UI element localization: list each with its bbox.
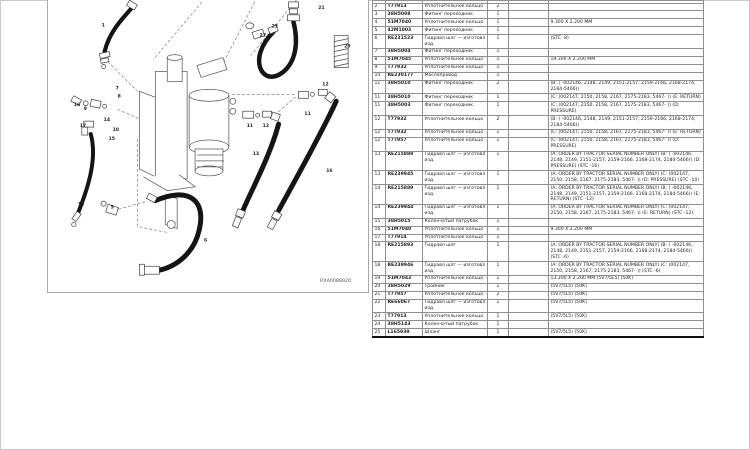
cell-remarks (549, 321, 704, 329)
cell-remarks: (5V7/5L5) (50K) (549, 329, 704, 337)
cell-desc: Гидравл шлг — изготовл изд. (423, 185, 488, 205)
cell-desc: Уплотнительное кольцо (423, 137, 488, 151)
table-row (373, 329, 704, 337)
table-row (373, 234, 704, 242)
cell-qty: 1 (488, 329, 509, 337)
cell-qty: 1 (488, 226, 509, 234)
part-number-link[interactable]: T77913 (386, 3, 423, 11)
part-number-link[interactable]: RE215888 (386, 151, 423, 171)
cell-note (509, 137, 549, 151)
cell-key: 4 (373, 19, 386, 27)
cell-note (509, 313, 549, 321)
cell-note (509, 171, 549, 185)
callout-number[interactable]: 8 (117, 94, 121, 100)
cell-qty: 1 (488, 94, 509, 102)
cell-key: 11 (373, 94, 386, 102)
cell-remarks (549, 27, 704, 35)
table-row (373, 283, 704, 291)
cell-note (509, 291, 549, 299)
callout-number[interactable]: 1 (101, 23, 105, 29)
cell-desc: Уплотнительное кольцо (423, 3, 488, 11)
cell-desc: Коленчатый патрубок (423, 321, 488, 329)
part-number-link[interactable]: 38H5143 (386, 321, 423, 329)
cell-qty: 1 (488, 204, 509, 218)
cell-remarks: (5V7/5L5) (50K) (549, 313, 704, 321)
cell-key: 21 (373, 291, 386, 299)
table-row (373, 72, 704, 80)
table-row (373, 299, 704, 313)
cell-note (509, 242, 549, 262)
table-row (373, 102, 704, 116)
cell-remarks (549, 72, 704, 80)
cell-key: 13 (373, 171, 386, 185)
table-row (373, 242, 704, 262)
parts-table (372, 0, 704, 338)
table-row (373, 151, 704, 171)
callout-number[interactable]: 13 (252, 151, 260, 157)
cell-remarks: (A: ORDER BY TRACTOR SERIAL NUMBER ONLY) (B: ( -002146, 2148, 2149, 2151-2157, 2159-2166, 2168-2174, 2184-5466)) (D: PRESSURE) (STC -16) (549, 151, 704, 171)
callout-number[interactable]: 5 (110, 205, 114, 211)
callout-number[interactable]: 25 (344, 44, 351, 50)
cell-key: 22 (373, 299, 386, 313)
cell-key: 18 (373, 262, 386, 276)
cell-qty: 1 (488, 299, 509, 313)
cell-qty: 1 (488, 129, 509, 137)
part-number-link[interactable]: T77914 (386, 234, 423, 242)
part-number-link[interactable]: RE230177 (386, 72, 423, 80)
cell-desc: Коленчатый патрубок (423, 218, 488, 226)
part-number-link[interactable]: 51M7043 (386, 275, 423, 283)
cell-key: 12 (373, 116, 386, 130)
cell-note (509, 27, 549, 35)
cell-remarks: 9.300 X 2.200 MM (549, 226, 704, 234)
cell-qty: 1 (488, 171, 509, 185)
cell-desc: Маслопровод (423, 72, 488, 80)
cell-remarks (549, 48, 704, 56)
part-number-link[interactable]: 42M1003 (386, 27, 423, 35)
cell-note (509, 80, 549, 94)
part-number-link[interactable]: T77932 (386, 64, 423, 72)
cell-remarks (549, 3, 704, 11)
cell-qty: 1 (488, 48, 509, 56)
part-number-link[interactable]: RE215893 (386, 242, 423, 262)
cell-note (509, 262, 549, 276)
callout-number[interactable]: 18 (77, 202, 85, 208)
cell-key: 12 (373, 137, 386, 151)
cell-key: 10 (373, 72, 386, 80)
cell-desc: Фитинг переходник (423, 11, 488, 19)
table-row (373, 80, 704, 94)
table-row (373, 291, 704, 299)
cell-remarks: (B: ( -002146, 2148, 2149, 2151-2157, 2159-2166, 2168-2174, 2184-5466)) (549, 80, 704, 94)
cell-remarks (549, 64, 704, 72)
cell-desc: Уплотнительное кольцо (423, 291, 488, 299)
cell-key: 3 (373, 11, 386, 19)
cell-desc: Уплотнительное кольцо (423, 116, 488, 130)
table-row (373, 226, 704, 234)
cell-qty: 1 (488, 262, 509, 276)
cell-desc: Фитинг переходник (423, 27, 488, 35)
cell-key: 6 (373, 35, 386, 49)
part-number-link[interactable]: 38H5004 (386, 48, 423, 56)
cell-desc: Уплотнительное кольцо (423, 234, 488, 242)
table-row (373, 94, 704, 102)
cell-remarks: (A: ORDER BY TRACTOR SERIAL NUMBER ONLY) (C: (002147, 2150, 2158, 2167, 2175-2183, 5467- )) (E: RETURN) (STC -12) (549, 204, 704, 218)
cell-remarks: (C: (002147, 2150, 2158, 2167, 2175-2183, 5467- )) (D: PRESSURE) (549, 102, 704, 116)
table-row (373, 19, 704, 27)
cell-remarks: (C: (002147, 2150, 2158, 2167, 2175-2183, 5467- )) (D: PRESSURE) (549, 137, 704, 151)
cell-remarks: (A: ORDER BY TRACTOR SERIAL NUMBER ONLY) (C: (002147, 2150, 2158, 2167, 2175-2183, 5467- )) (D: PRESSURE) (STC -10) (549, 171, 704, 185)
cell-key: 13 (373, 151, 386, 171)
hose-13 (243, 124, 279, 210)
part-number-link[interactable]: 51M7040 (386, 19, 423, 27)
cell-note (509, 204, 549, 218)
part-number-link[interactable]: T77957 (386, 137, 423, 151)
cell-note (509, 116, 549, 130)
table-row (373, 137, 704, 151)
part-number-link[interactable]: 51M7040 (386, 226, 423, 234)
cell-desc: Гидравл шлг (423, 242, 488, 262)
cell-desc: Гидравл шлг — изготовл изд. (423, 204, 488, 218)
cell-remarks: (B: ( -002146, 2148, 2149, 2151-2157, 2159-2166, 2168-2174, 2184-5466)) (549, 116, 704, 130)
part-number-link[interactable]: 38H5015 (386, 218, 423, 226)
cell-qty: 1 (488, 64, 509, 72)
table-row (373, 204, 704, 218)
cell-key: 16 (373, 226, 386, 234)
table-row (373, 321, 704, 329)
cell-remarks: (5V7/5L5) (50K) (549, 299, 704, 313)
cell-qty: 2 (488, 291, 509, 299)
cell-key: 11 (373, 102, 386, 116)
parts-table-panel (372, 0, 703, 338)
callout-number[interactable]: 12 (262, 124, 270, 130)
cell-remarks: (STC -8) (549, 35, 704, 49)
cell-qty: 1 (488, 11, 509, 19)
cell-key: 5 (373, 27, 386, 35)
cell-note (509, 35, 549, 49)
callout-number[interactable]: 15 (108, 137, 115, 143)
part-number-link[interactable]: RE239946 (386, 262, 423, 276)
cell-desc: Гидравл шлг — изготовл изд. (423, 299, 488, 313)
cell-qty: 1 (488, 137, 509, 151)
cell-note (509, 151, 549, 171)
cell-remarks: (C: (002147, 2150, 2158, 2167, 2175-2183, 5467- )) (E: RETURN) (549, 94, 704, 102)
cell-note (509, 11, 549, 19)
cell-remarks: (C: (002147, 2150, 2158, 2167, 2175-2183, 5467- )) (E: RETURN) (549, 129, 704, 137)
part-number-link[interactable]: RE231523 (386, 35, 423, 49)
callout-number[interactable]: 11 (304, 112, 311, 118)
callout-number[interactable]: 11 (246, 124, 254, 130)
table-row (373, 129, 704, 137)
cell-note (509, 56, 549, 64)
table-row (373, 262, 704, 276)
cell-desc: Фитинг переходник (423, 48, 488, 56)
cell-qty: 2 (488, 80, 509, 94)
part-number-link[interactable]: 38H5010 (386, 94, 423, 102)
callout-number[interactable]: 22 (259, 33, 267, 39)
table-row (373, 275, 704, 283)
cell-desc: Фитинг переходник (423, 94, 488, 102)
cell-key: 20 (373, 283, 386, 291)
part-number-link[interactable]: L165939 (386, 329, 423, 337)
cell-note (509, 321, 549, 329)
cell-note (509, 72, 549, 80)
cell-remarks: (5V7/5L5) (50K) (549, 291, 704, 299)
cell-note (509, 129, 549, 137)
part-number-link[interactable]: T77932 (386, 129, 423, 137)
hose-1 (105, 6, 134, 52)
part-number-link[interactable]: 38H5008 (386, 11, 423, 19)
cell-desc: Гидравл шлг — изготовл изд. (423, 35, 488, 49)
table-row (373, 218, 704, 226)
cell-qty: 1 (488, 35, 509, 49)
callout-number[interactable]: 10 (112, 128, 119, 134)
cell-key: 15 (373, 218, 386, 226)
cell-desc: Уплотнительное кольцо (423, 226, 488, 234)
cell-qty: 1 (488, 185, 509, 205)
cell-qty: 1 (488, 72, 509, 80)
cell-remarks: (A: ORDER BY TRACTOR SERIAL NUMBER ONLY) (B: ( -002146, 2148, 2149, 2151-2157, 2159-2166, 2168-2174, 2184-5466)) (E: RETURN) (STC -12) (549, 185, 704, 205)
cell-desc: Гидравл шлг — изготовл изд. (423, 262, 488, 276)
part-number-link[interactable]: T77957 (386, 291, 423, 299)
cell-key: 24 (373, 321, 386, 329)
part-number-link[interactable]: T77932 (386, 116, 423, 130)
cell-note (509, 275, 549, 283)
part-number-link[interactable]: T77913 (386, 313, 423, 321)
cell-note (509, 3, 549, 11)
hose-16 (279, 101, 337, 210)
cell-remarks: (A: ORDER BY TRACTOR SERIAL NUMBER ONLY) (B: ( -002146, 2148, 2149, 2151-2157, 2159-2166, 2168-2174, 2184-5466)) (STC -6) (549, 242, 704, 262)
cell-key: 25 (373, 329, 386, 337)
cell-qty: 1 (488, 151, 509, 171)
cell-desc: Уплотнительное кольцо (423, 313, 488, 321)
cell-key: 9 (373, 64, 386, 72)
cell-remarks (549, 218, 704, 226)
cell-key: 19 (373, 275, 386, 283)
callout-number[interactable]: 21 (318, 5, 325, 11)
cell-remarks: 9.300 X 2.200 MM (549, 19, 704, 27)
cell-note (509, 185, 549, 205)
table-row (373, 313, 704, 321)
hose-6 (155, 195, 200, 270)
table-row (373, 3, 704, 11)
table-row (373, 35, 704, 49)
cell-note (509, 218, 549, 226)
cell-key: 2 (373, 3, 386, 11)
cell-note (509, 234, 549, 242)
callout-number[interactable]: 16 (73, 103, 81, 109)
table-row (373, 48, 704, 56)
cell-qty: 1 (488, 234, 509, 242)
cell-qty: 1 (488, 313, 509, 321)
cell-desc: Гидравл шлг — изготовл изд. (423, 151, 488, 171)
hose-sleeve-coil (334, 36, 351, 68)
cell-desc: Тройник (423, 283, 488, 291)
part-number-link[interactable]: RE239945 (386, 171, 423, 185)
cell-note (509, 64, 549, 72)
cell-desc: Шланг (423, 329, 488, 337)
cell-remarks: 13.300 X 2.200 MM (5V7/5L5) (50K) (549, 275, 704, 283)
cell-qty: 1 (488, 218, 509, 226)
cell-key: 8 (373, 56, 386, 64)
cell-note (509, 299, 549, 313)
cell-key: 18 (373, 242, 386, 262)
table-row (373, 185, 704, 205)
figure-id-label: RXA0088920 (320, 279, 352, 285)
part-number-link[interactable]: 51M7045 (386, 56, 423, 64)
part-number-link[interactable]: 38H5029 (386, 283, 423, 291)
cell-remarks: (5V7/5L5) (50K) (549, 283, 704, 291)
callout-number[interactable]: 7 (115, 86, 119, 92)
cell-desc: Уплотнительное кольцо (423, 64, 488, 72)
hose-diagram (48, 0, 368, 292)
cell-key: 12 (373, 129, 386, 137)
cell-qty: 1 (488, 27, 509, 35)
cell-note (509, 19, 549, 27)
cell-note (509, 102, 549, 116)
cell-qty: 1 (488, 275, 509, 283)
callout-number[interactable]: 6 (204, 238, 208, 244)
callout-number[interactable]: 12 (322, 82, 329, 88)
table-row (373, 11, 704, 19)
part-number-link[interactable]: 38H5003 (386, 102, 423, 116)
parts-diagram-panel (47, 0, 369, 293)
part-number-link[interactable]: RE66067 (386, 299, 423, 313)
table-row (373, 56, 704, 64)
cell-key: 14 (373, 204, 386, 218)
cell-key: 17 (373, 234, 386, 242)
cell-note (509, 329, 549, 337)
cell-key: 14 (373, 185, 386, 205)
cell-desc: Фитинг переходник (423, 102, 488, 116)
cell-qty: 1 (488, 56, 509, 64)
cell-desc: Фитинг переходник (423, 80, 488, 94)
callout-number[interactable]: 16 (326, 168, 333, 174)
cell-qty: 1 (488, 321, 509, 329)
part-number-link[interactable]: RE215889 (386, 185, 423, 205)
cell-note (509, 94, 549, 102)
part-number-link[interactable]: 38H5010 (386, 80, 423, 94)
cell-qty: 1 (488, 102, 509, 116)
cell-qty: 1 (488, 242, 509, 262)
callout-number[interactable]: 17 (79, 124, 87, 130)
cell-remarks: 19.300 X 2.200 MM (549, 56, 704, 64)
callout-number[interactable]: 9 (83, 107, 87, 113)
cell-remarks: (A: ORDER BY TRACTOR SERIAL NUMBER ONLY) (C: (002147, 2150, 2158, 2167, 2175-2183, 5467- )) (STC -6) (549, 262, 704, 276)
cell-qty: 2 (488, 3, 509, 11)
table-row (373, 64, 704, 72)
cell-remarks (549, 11, 704, 19)
cell-qty: 2 (488, 116, 509, 130)
table-row (373, 27, 704, 35)
cell-note (509, 226, 549, 234)
cell-qty: 1 (488, 283, 509, 291)
callout-number[interactable]: 14 (103, 118, 111, 124)
cell-remarks (549, 234, 704, 242)
cell-qty: 1 (488, 19, 509, 27)
cell-note (509, 48, 549, 56)
cell-key: 7 (373, 48, 386, 56)
cell-desc: Уплотнительное кольцо (423, 275, 488, 283)
table-row (373, 171, 704, 185)
callout-number[interactable]: 23 (271, 24, 278, 30)
cell-key: 23 (373, 313, 386, 321)
part-number-link[interactable]: RE239944 (386, 204, 423, 218)
cell-desc: Гидравл шлг — изготовл изд. (423, 171, 488, 185)
cell-key: 11 (373, 80, 386, 94)
cell-note (509, 283, 549, 291)
cell-desc: Уплотнительное кольцо (423, 19, 488, 27)
cell-desc: Уплотнительное кольцо (423, 129, 488, 137)
table-row (373, 116, 704, 130)
parts-table-body (373, 1, 704, 338)
cell-desc: Уплотнительное кольцо (423, 56, 488, 64)
